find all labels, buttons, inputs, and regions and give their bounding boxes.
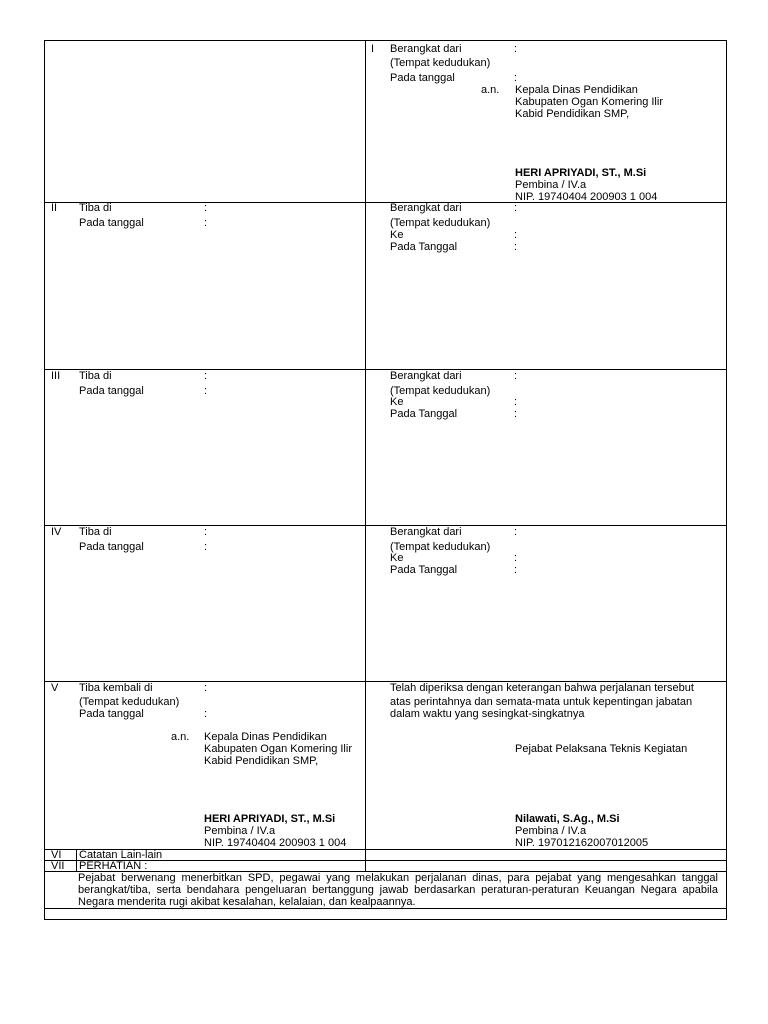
official-title: Pejabat Pelaksana Teknis Kegiatan [515, 743, 688, 755]
label-berangkat-dari: Berangkat dari [390, 43, 462, 55]
number-column-divider [76, 849, 77, 872]
table-border-left [44, 40, 45, 920]
colon: : [514, 396, 518, 408]
label-pada-tanggal: Pada tanggal [79, 708, 144, 720]
colon: : [514, 370, 518, 382]
colon: : [204, 217, 208, 229]
signer-title-line-1: Kepala Dinas Pendidikan [204, 731, 327, 743]
label-pada-tanggal-right: Pada Tanggal [390, 408, 458, 420]
label-ke: Ke [390, 552, 404, 564]
colon: : [514, 564, 518, 576]
label-ke: Ke [390, 396, 404, 408]
label-pada-tanggal-right: Pada Tanggal [390, 564, 458, 576]
inspection-note-line-3: dalam waktu yang sesingkat-singkatnya [390, 708, 585, 720]
section-number: I [371, 43, 375, 55]
colon: : [514, 229, 518, 241]
signer-name: HERI APRIYADI, ST., M.Si [515, 167, 647, 179]
label-pada-tanggal: Pada tanggal [390, 72, 455, 84]
colon: : [204, 541, 208, 553]
section-number: IV [51, 526, 62, 538]
label-pada-tanggal: Pada tanggal [79, 385, 144, 397]
colon: : [204, 682, 208, 694]
section-number: VII [51, 860, 65, 872]
signer-title-line-2: Kabupaten Ogan Komering Ilir [515, 96, 663, 108]
signer-nip: NIP. 19740404 200903 1 004 [515, 191, 658, 203]
colon: : [514, 408, 518, 420]
row-divider [44, 369, 727, 370]
label-berangkat-dari: Berangkat dari [390, 370, 462, 382]
colon: : [204, 385, 208, 397]
colon: : [514, 202, 518, 214]
label-berangkat-dari: Berangkat dari [390, 202, 462, 214]
label-ke: Ke [390, 229, 404, 241]
inspection-note-line-2: atas perintahnya dan semata-mata untuk kepentingan jabatan [390, 696, 693, 708]
label-tempat-kedudukan: (Tempat kedudukan) [79, 696, 180, 708]
signer-title-line-1: Kepala Dinas Pendidikan [515, 84, 638, 96]
signer-title-line-3: Kabid Pendidikan SMP, [515, 108, 630, 120]
colon: : [514, 552, 518, 564]
section-number: VI [51, 849, 62, 861]
label-tempat-kedudukan: (Tempat kedudukan) [390, 217, 491, 229]
row-divider [44, 908, 727, 909]
table-border-right [726, 40, 727, 920]
colon: : [514, 43, 518, 55]
label-tiba-kembali: Tiba kembali di [79, 682, 153, 694]
colon: : [514, 72, 518, 84]
label-berangkat-dari: Berangkat dari [390, 526, 462, 538]
colon: : [204, 202, 208, 214]
signer-title-line-2: Kabupaten Ogan Komering Ilir [204, 743, 352, 755]
label-catatan: Catatan Lain-lain [79, 849, 163, 861]
signer-name: HERI APRIYADI, ST., M.Si [204, 813, 336, 825]
label-perhatian: PERHATIAN : [79, 860, 148, 872]
colon: : [204, 708, 208, 720]
signer-rank: Pembina / IV.a [204, 825, 276, 837]
section-number: V [51, 682, 59, 694]
signer-title-line-3: Kabid Pendidikan SMP, [204, 755, 319, 767]
colon: : [514, 241, 518, 253]
official-name: Nilawati, S.Ag., M.Si [515, 813, 620, 825]
an-label: a.n. [171, 731, 190, 743]
label-tempat-kedudukan: (Tempat kedudukan) [390, 57, 491, 69]
table-border-bottom [44, 919, 727, 920]
inspection-note-line-1: Telah diperiksa dengan keterangan bahwa perjalanan tersebut [390, 682, 694, 694]
label-tiba-di: Tiba di [79, 370, 112, 382]
colon: : [514, 526, 518, 538]
colon: : [204, 370, 208, 382]
label-tiba-di: Tiba di [79, 202, 112, 214]
perhatian-text: Pejabat berwenang menerbitkan SPD, pegawai yang melakukan perjalanan dinas, para pejabat yang mengesahkan tanggal berangkat/tiba, serta bendahara pengeluaran bertanggung jawab berdasarkan peraturan-peraturan Keuangan Negara apabila Negara menderita rugi akibat kesalahan, kelalaian, dan kealpaannya. [78, 872, 718, 908]
section-number: III [51, 370, 61, 382]
label-pada-tanggal: Pada tanggal [79, 217, 144, 229]
official-nip: NIP. 197012162007012005 [515, 837, 649, 849]
label-pada-tanggal: Pada tanggal [79, 541, 144, 553]
section-number: II [51, 202, 58, 214]
row-divider [44, 525, 727, 526]
label-tempat-kedudukan: (Tempat kedudukan) [390, 385, 491, 397]
column-divider [365, 40, 366, 872]
colon: : [204, 526, 208, 538]
official-rank: Pembina / IV.a [515, 825, 587, 837]
signer-rank: Pembina / IV.a [515, 179, 587, 191]
label-tiba-di: Tiba di [79, 526, 112, 538]
label-tempat-kedudukan: (Tempat kedudukan) [390, 541, 491, 553]
an-label: a.n. [481, 84, 500, 96]
signer-nip: NIP. 19740404 200903 1 004 [204, 837, 347, 849]
label-pada-tanggal-right: Pada Tanggal [390, 241, 458, 253]
table-border-top [44, 40, 727, 41]
